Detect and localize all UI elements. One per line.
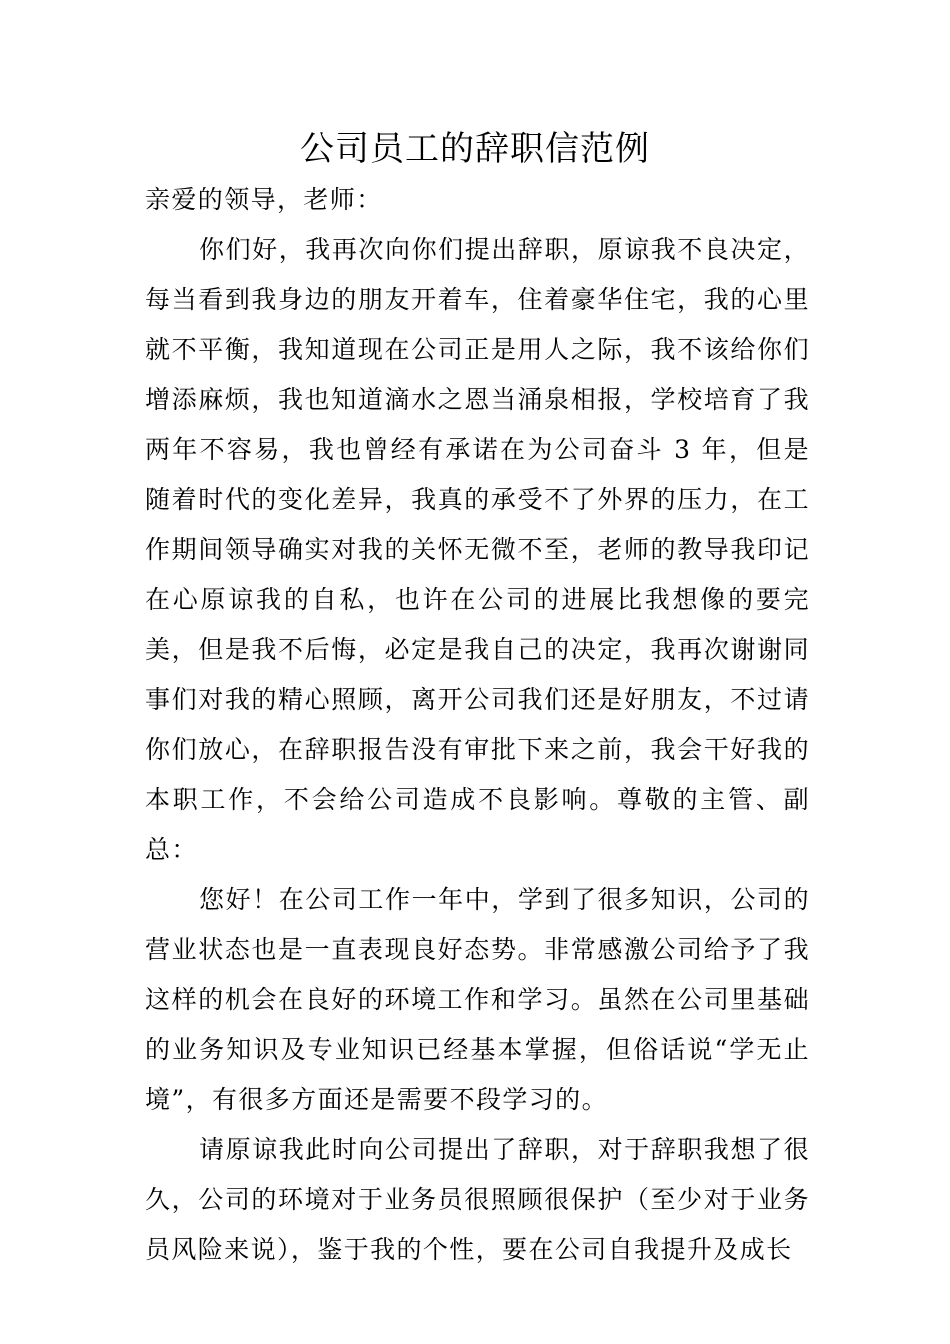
salutation: 亲爱的领导，老师： (145, 185, 383, 214)
document-body (145, 175, 810, 1275)
paragraph-2: 您好！在公司工作一年中，学到了很多知识，公司的营业状态也是一直表现良好态势。非常感激公司给予了我这样的机会在良好的环境工作和学习。虽然在公司里基础的业务知识及专业知识已经基本掌握，但俗话说“学无止境”，有很多方面还是需要不段学习的。 (145, 885, 810, 1114)
document-title: 公司员工的辞职信范例 (300, 129, 650, 169)
paragraph-3: 请原谅我此时向公司提出了辞职，对于辞职我想了很久，公司的环境对于业务员很照顾很保护（至少对于业务员风险来说），鉴于我的个性，要在公司自我提升及成长 (145, 1135, 810, 1264)
paragraph-1: 你们好，我再次向你们提出辞职，原谅我不良决定，每当看到我身边的朋友开着车，住着豪华住宅，我的心里就不平衡，我知道现在公司正是用人之际，我不该给你们增添麻烦，我也知道滴水之恩当涌泉相报，学校培育了我两年不容易，我也曾经有承诺在为公司奋斗 3 年，但是随着时代的变化差异，我真的承受不了外界的压力，在工作期间领导确实对我的关怀无微不至，老师的教导我印记在心原谅我的自私，也许在公司的进展比我想像的要完美，但是我不后悔，必定是我自己的决定，我再次谢谢同事们对我的精心照顾，离开公司我们还是好朋友，不过请你们放心，在辞职报告没有审批下来之前，我会干好我的本职工作，不会给公司造成不良影响。尊敬的主管、副总： (145, 235, 810, 864)
